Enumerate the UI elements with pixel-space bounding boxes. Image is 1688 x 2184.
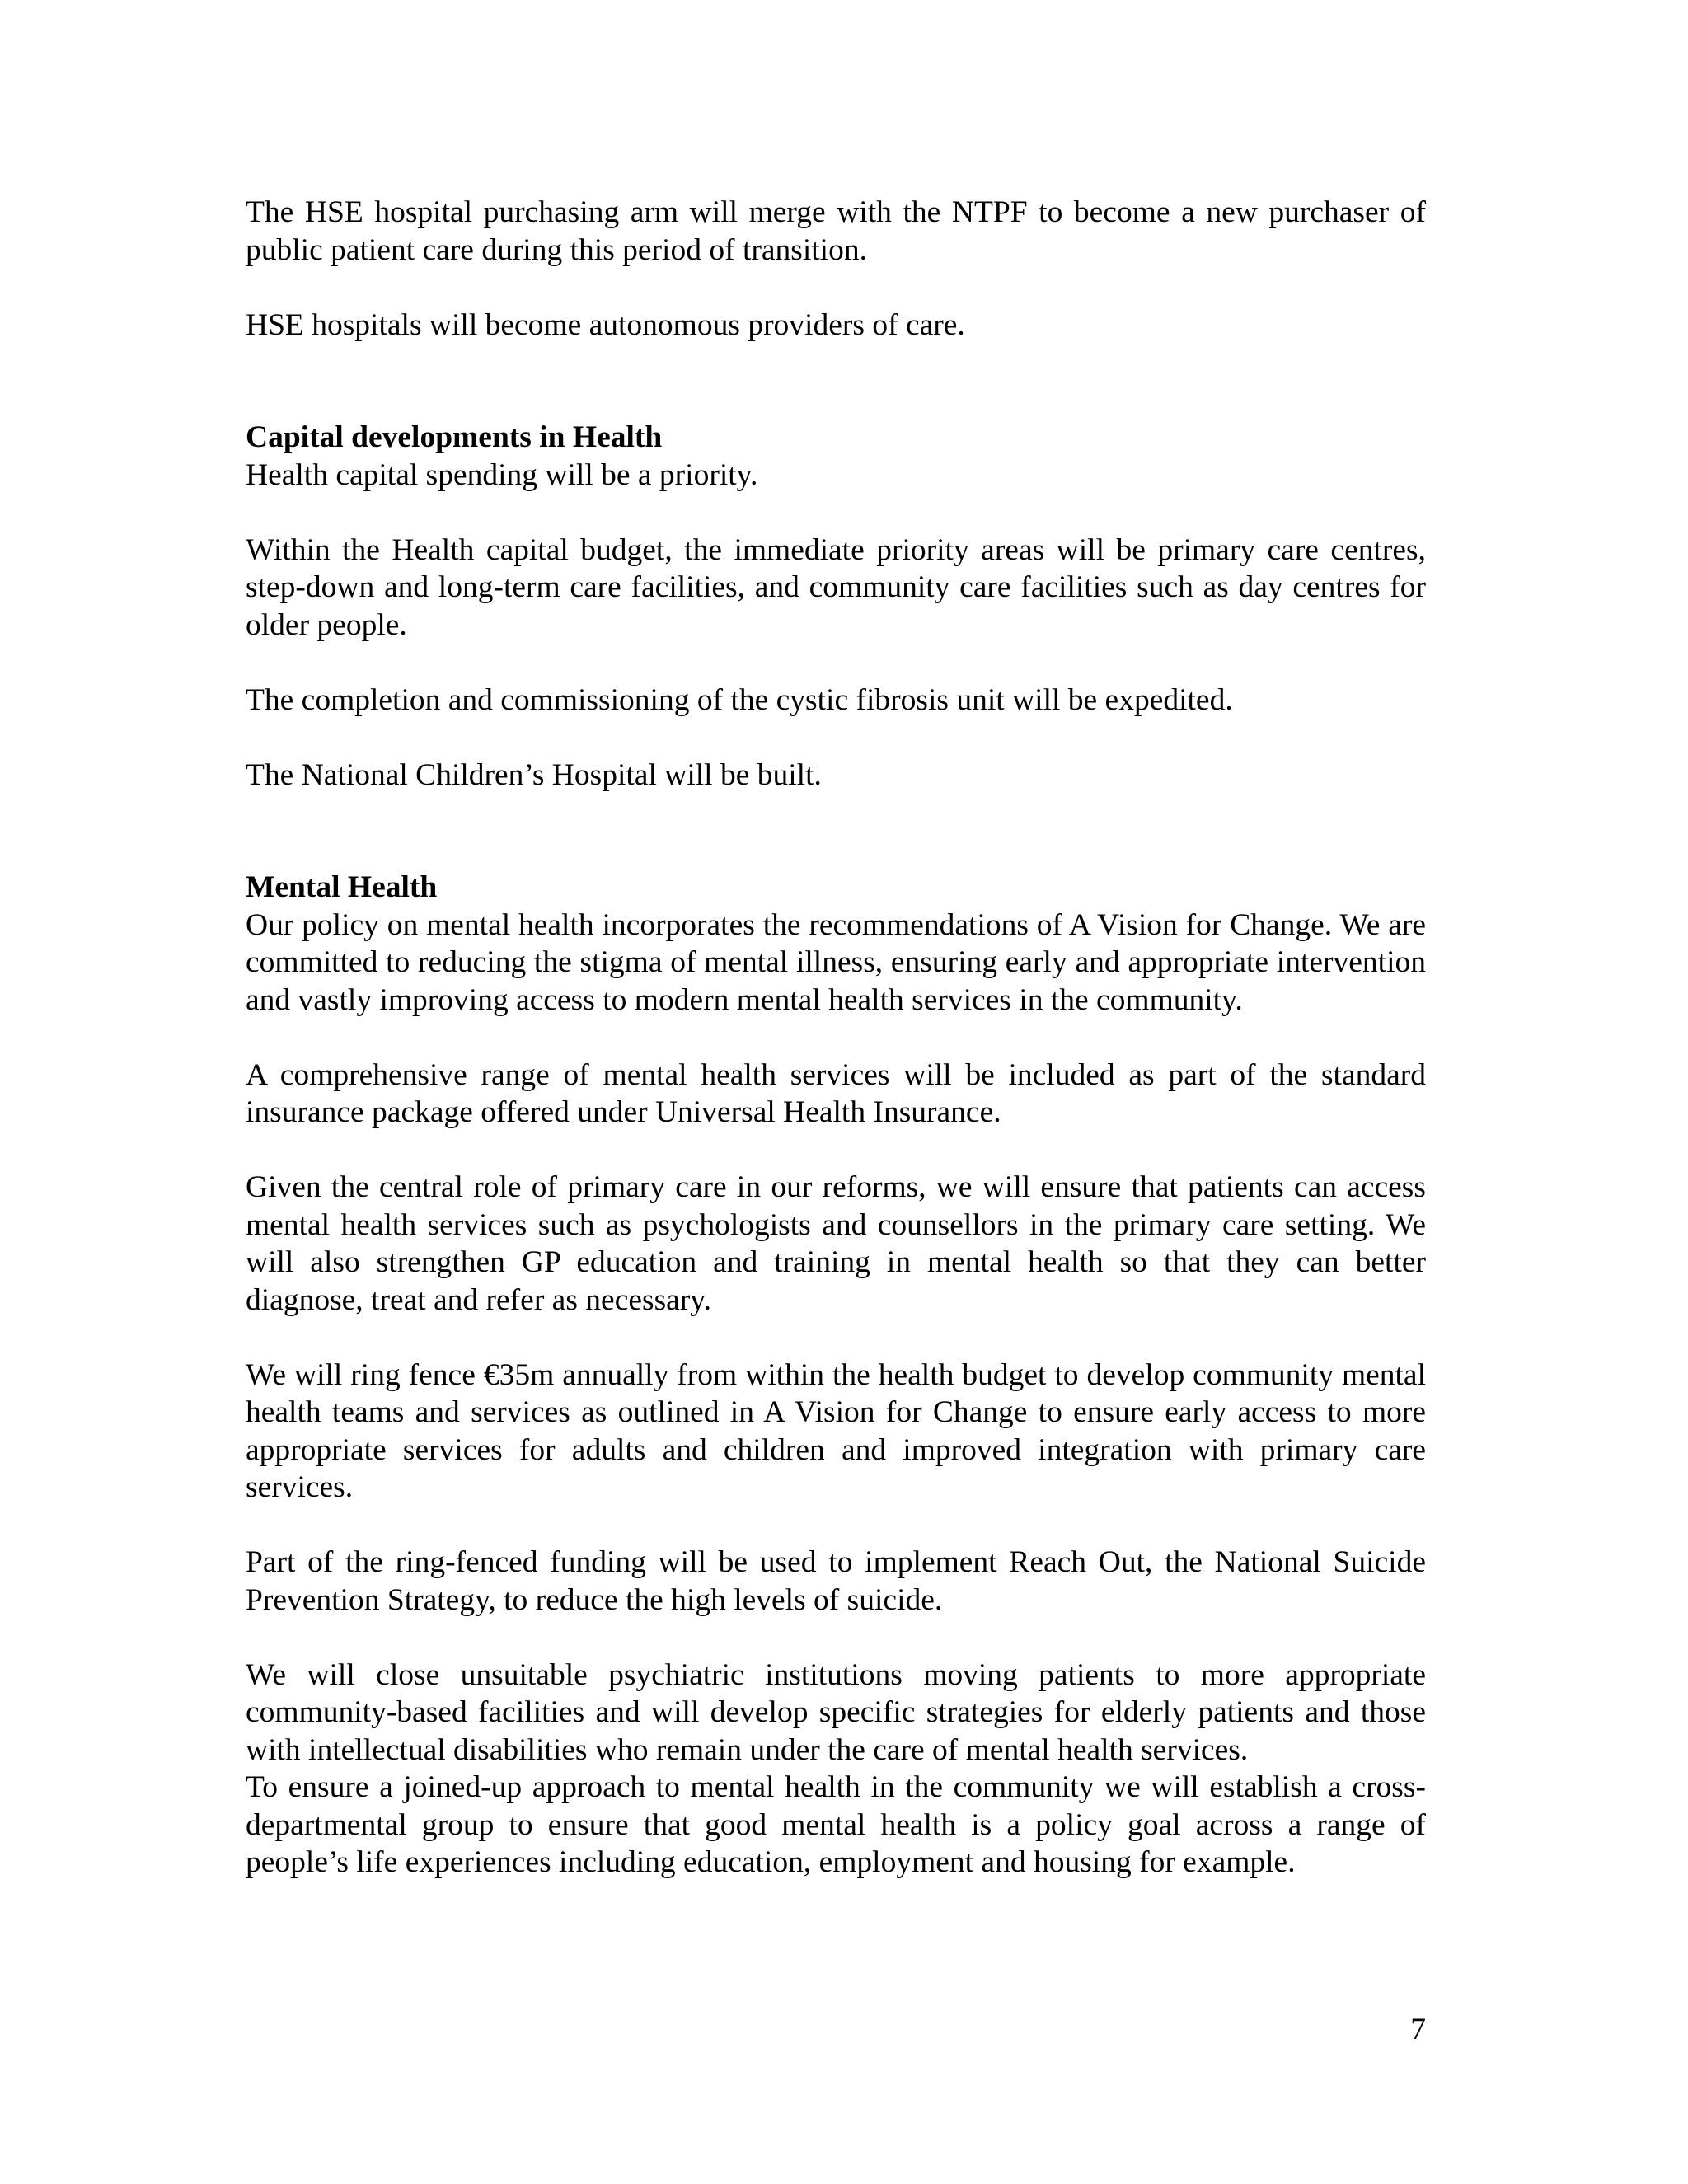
document-body — [246, 194, 1426, 1882]
mental-health-heading: Mental Health — [246, 870, 438, 904]
mental-paragraph-7: To ensure a joined-up approach to mental health in the community we will establish a cross-departmental group to ensure that good mental health is a policy goal across a range of people’s life experiences including education, employment and housing for example. — [246, 1770, 1426, 1879]
capital-heading: Capital developments in Health — [246, 420, 663, 454]
mental-paragraph-2: A comprehensive range of mental health services will be included as part of the standard insurance package offered under Universal Health Insurance. — [246, 1057, 1426, 1129]
mental-paragraph-1: Our policy on mental health incorporates the recommendations of A Vision for Change. We are committed to reducing the stigma of mental illness, ensuring early and appropriate intervention and vastly improving access to modern mental health services in the community. — [246, 907, 1426, 1017]
capital-paragraph-4: The National Children’s Hospital will be built. — [246, 757, 822, 792]
mental-paragraph-6: We will close unsuitable psychiatric institutions moving patients to more appropriate community-based facilities and will develop specific strategies for elderly patients and those with intellectual disabilities who remain under the care of mental health services. — [246, 1657, 1426, 1767]
capital-paragraph-3: The completion and commissioning of the cystic fibrosis unit will be expedited. — [246, 682, 1233, 717]
section-spacer — [246, 382, 1426, 419]
mental-paragraph-5: Part of the ring-fenced funding will be used to implement Reach Out, the National Suicide Prevention Strategy, to reduce the high levels of suicide. — [246, 1545, 1426, 1617]
intro-paragraph-1: The HSE hospital purchasing arm will merge with the NTPF to become a new purchaser of public patient care during this period of transition. — [246, 195, 1426, 267]
mental-paragraph-4: We will ring fence €35m annually from within the health budget to develop community mental health teams and services as outlined in A Vision for Change to ensure early access to more appropriate services for adults and children and improved integration with primary care services. — [246, 1357, 1426, 1504]
mental-paragraph-3: Given the central role of primary care in our reforms, we will ensure that patients can access mental health services such as psychologists and counsellors in the primary care setting. We will also strengthen GP education and training in mental health so that they can better diagnose, treat and refer as necessary. — [246, 1170, 1426, 1317]
page-number: 7 — [1410, 2013, 1426, 2046]
capital-paragraph-1: Health capital spending will be a priority. — [246, 457, 758, 492]
capital-paragraph-2: Within the Health capital budget, the immediate priority areas will be primary care centres, step-down and long-term care facilities, and community care facilities such as day centres for older people. — [246, 532, 1426, 642]
intro-paragraph-2: HSE hospitals will become autonomous providers of care. — [246, 307, 965, 342]
section-spacer — [246, 832, 1426, 869]
